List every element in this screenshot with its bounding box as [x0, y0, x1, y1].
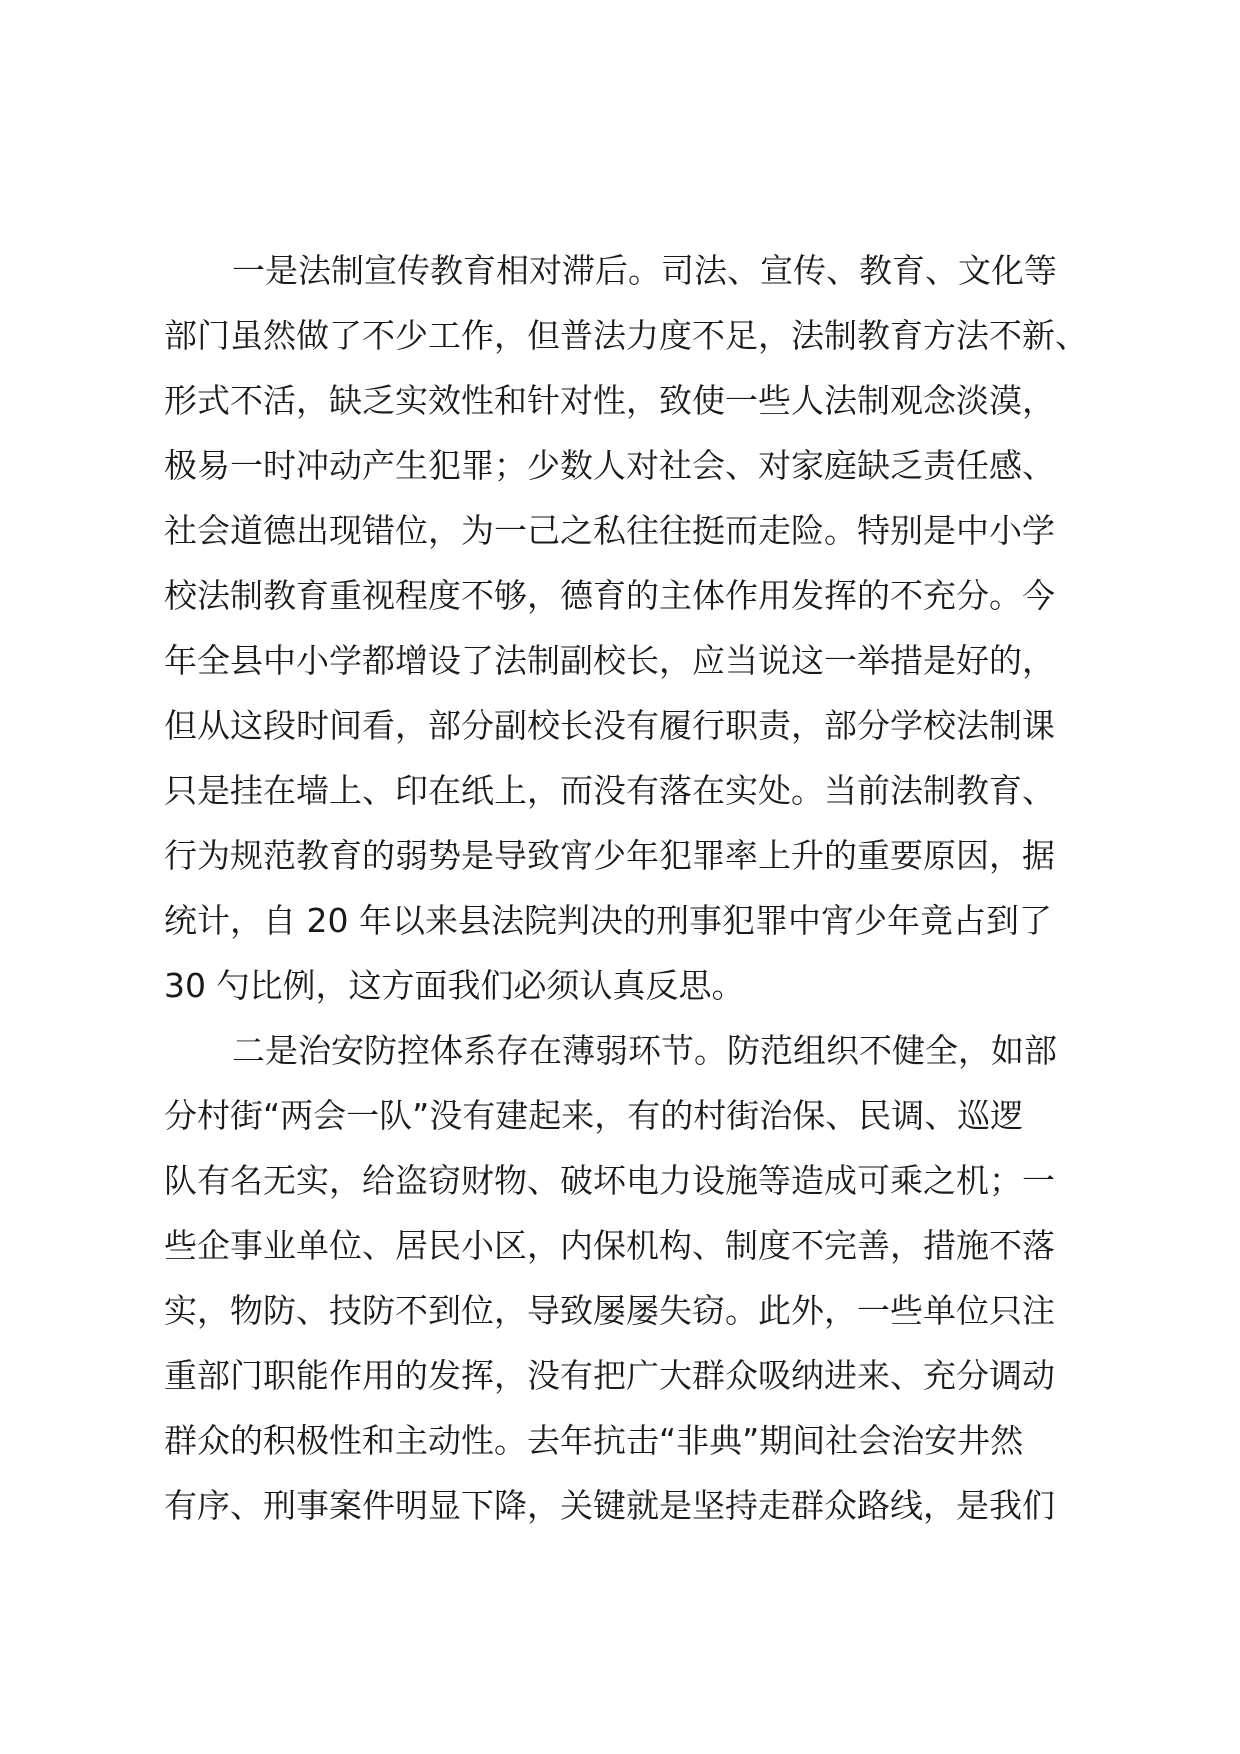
paragraph-2-line-8: 有序、刑事案件明显下降，关键就是坚持走群众路线，是我们 [164, 1486, 1055, 1525]
paragraph-1-line-10: 行为规范教育的弱势是导致宵少年犯罪率上升的重要原因，据 [164, 836, 1055, 875]
paragraph-1 [164, 238, 1088, 1018]
paragraph-1-line-3: 形式不活，缺乏实效性和针对性，致使一些人法制观念淡漠， [164, 381, 1055, 420]
paragraph-2-line-1: 二是治安防控体系存在薄弱环节。防范组织不健全，如部 [232, 1031, 1057, 1070]
paragraph-2-line-5: 实，物防、技防不到位，导致屡屡失窃。此外，一些单位只注 [164, 1291, 1055, 1330]
paragraph-2-line-2: 分村街“两会一队”没有建起来，有的村街治保、民调、巡逻 [164, 1096, 1024, 1135]
paragraph-2 [164, 1018, 1084, 1538]
paragraph-2-line-7: 群众的积极性和主动性。去年抗击“非典”期间社会治安井然 [164, 1421, 1024, 1460]
document-body [164, 238, 1088, 1538]
paragraph-2-line-3: 队有名无实，给盗窃财物、破坏电力设施等造成可乘之机；一 [164, 1161, 1055, 1200]
paragraph-2-line-4: 些企事业单位、居民小区，内保机构、制度不完善，措施不落 [164, 1226, 1055, 1265]
paragraph-1-line-11: 统计，自 20 年以来县法院判决的刑事犯罪中宵少年竟占到了 [164, 901, 1052, 940]
paragraph-2-line-6: 重部门职能作用的发挥，没有把广大群众吸纳进来、充分调动 [164, 1356, 1055, 1395]
paragraph-1-line-6: 校法制教育重视程度不够，德育的主体作用发挥的不充分。今 [164, 576, 1055, 615]
paragraph-1-line-5: 社会道德出现错位，为一己之私往往挺而走险。特别是中小学 [164, 511, 1055, 550]
paragraph-1-line-8: 但从这段时间看，部分副校长没有履行职责，部分学校法制课 [164, 706, 1055, 745]
paragraph-1-line-12: 30 勺比例，这方面我们必须认真反思。 [164, 966, 745, 1005]
paragraph-1-line-1: 一是法制宣传教育相对滞后。司法、宣传、教育、文化等 [232, 251, 1057, 290]
paragraph-1-line-9: 只是挂在墙上、印在纸上，而没有落在实处。当前法制教育、 [164, 771, 1055, 810]
paragraph-1-line-2: 部门虽然做了不少工作，但普法力度不足，法制教育方法不新、 [164, 316, 1088, 355]
paragraph-1-line-7: 年全县中小学都增设了法制副校长，应当说这一举措是好的， [164, 641, 1055, 680]
paragraph-1-line-4: 极易一时冲动产生犯罪；少数人对社会、对家庭缺乏责任感、 [164, 446, 1055, 485]
